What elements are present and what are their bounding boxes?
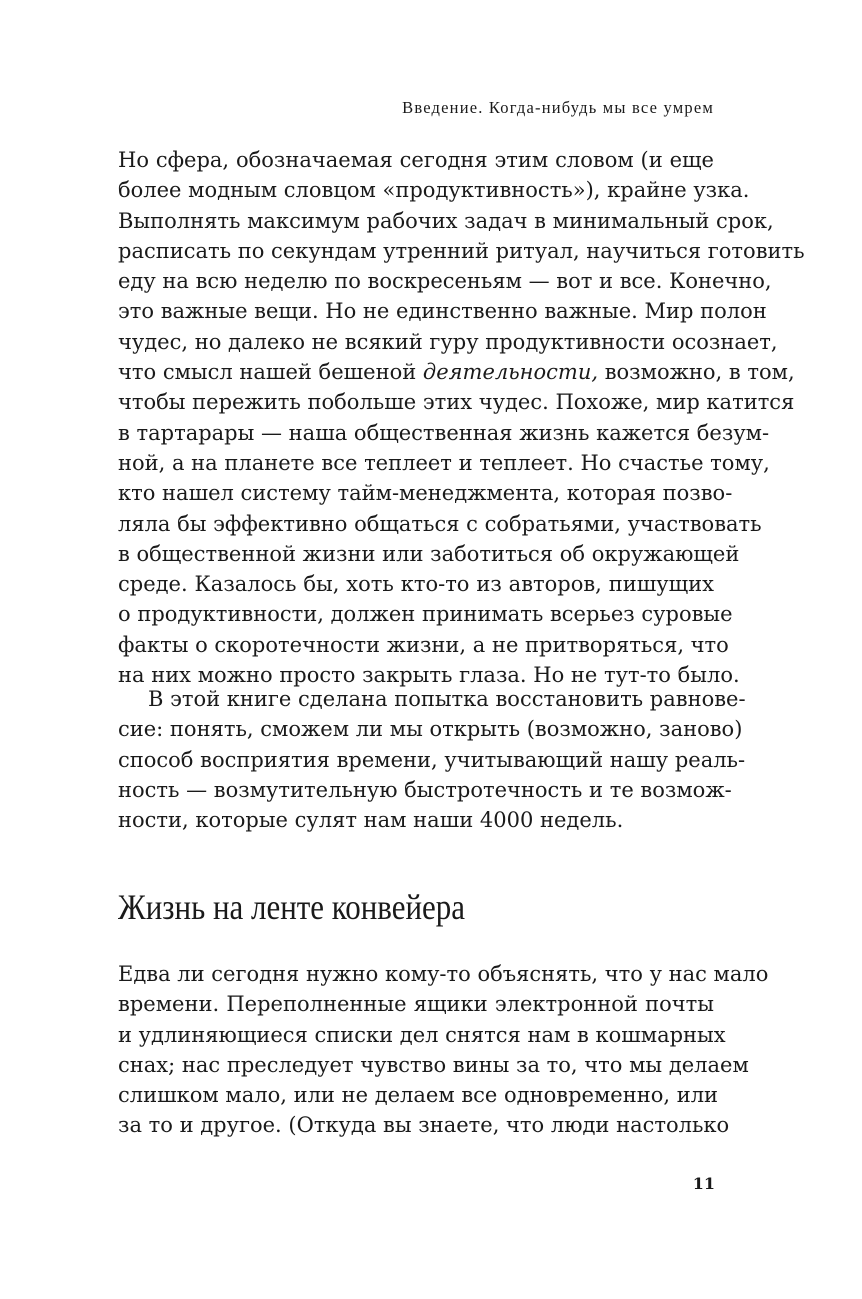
text-line: сие: понять, сможем ли мы открыть (возможно, заново) [118, 717, 743, 742]
text-line: факты о скоротечности жизни, а не притворяться, что [118, 632, 729, 657]
text-segment: что смысл нашей бешеной [118, 360, 423, 385]
text-line: и удлиняющиеся списки дел снятся нам в кошмарных [118, 1022, 726, 1047]
text-line: более модным словцом «продуктивность»), крайне узка. [118, 178, 750, 203]
text-line: еду на всю неделю по воскресеньям — вот и все. Конечно, [118, 269, 772, 294]
text-line: снах; нас преследует чувство вины за то, что мы делаем [118, 1052, 749, 1077]
text-line: способ восприятия времени, учитывающий нашу реаль- [118, 747, 746, 772]
text-line: это важные вещи. Но не единственно важные. Мир полон [118, 299, 767, 324]
text-line: в тартарары — наша общественная жизнь кажется безум- [118, 420, 770, 445]
text-line: кто нашел систему тайм-менеджмента, которая позво- [118, 481, 733, 506]
text-line: Но сфера, обозначаемая сегодня этим словом (и еще [118, 148, 714, 172]
text-line: расписать по секундам утренний ритуал, научиться готовить [118, 238, 805, 263]
text-line: за то и другое. (Откуда вы знаете, что люди настолько [118, 1113, 730, 1138]
text-line: чудес, но далеко не всякий гуру продуктивности осознает, [118, 329, 778, 354]
paragraph-2 [118, 684, 746, 835]
text-line: слишком мало, или не делаем все одновременно, или [118, 1083, 719, 1108]
text-line: ной, а на планете все теплеет и теплеет. Но счастье тому, [118, 450, 770, 475]
text-line: времени. Переполненные ящики электронной почты [118, 992, 714, 1017]
text-line: в общественной жизни или заботиться об окружающей [118, 541, 740, 566]
page-number: 11 [692, 1174, 715, 1193]
text-line: ность — возмутительную быстротечность и те возмож- [118, 777, 732, 802]
text-line: ности, которые сулят нам наши 4000 недель. [118, 808, 624, 833]
text-line: среде. Казалось бы, хоть кто-то из авторов, пишущих [118, 572, 714, 597]
text-segment: возможно, в том, [598, 360, 795, 385]
paragraph-1 [118, 145, 805, 690]
section-heading: Жизнь на ленте конвейера [118, 887, 466, 927]
text-line-with-italic [118, 357, 795, 387]
running-head: Введение. Когда-нибудь мы все умрем [402, 98, 714, 117]
text-line: на них можно просто закрыть глаза. Но не тут-то было. [118, 663, 740, 688]
italic-word: деятельности, [422, 360, 599, 385]
paragraph-3 [118, 959, 769, 1141]
text-line: о продуктивности, должен принимать всерьез суровые [118, 602, 733, 627]
text-line: В этой книге сделана попытка восстановить равнове- [148, 687, 746, 711]
text-line: ляла бы эффективно общаться с собратьями, участвовать [118, 511, 762, 536]
text-line: чтобы пережить побольше этих чудес. Похоже, мир катится [118, 390, 795, 415]
text-line: Едва ли сегодня нужно кому-то объяснять, что у нас мало [118, 962, 769, 986]
text-line: Выполнять максимум рабочих задач в минимальный срок, [118, 208, 774, 233]
